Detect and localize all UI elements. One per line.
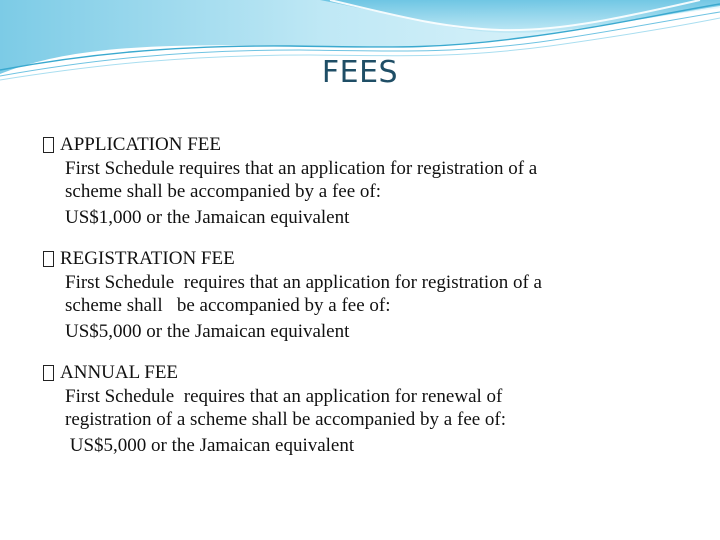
square-bullet-icon bbox=[43, 365, 54, 381]
section-heading-row bbox=[43, 247, 703, 271]
section-heading: APPLICATION FEE bbox=[60, 134, 221, 155]
section-heading-row bbox=[43, 133, 703, 157]
square-bullet-icon bbox=[43, 137, 54, 153]
section-application-fee bbox=[43, 133, 703, 229]
slide-title: FEES bbox=[321, 55, 399, 90]
section-registration-fee bbox=[43, 247, 703, 343]
section-heading: REGISTRATION FEE bbox=[60, 248, 235, 269]
section-heading-row bbox=[43, 361, 703, 385]
section-annual-fee bbox=[43, 361, 703, 457]
square-bullet-icon bbox=[43, 251, 54, 267]
section-description: First Schedule requires that an application for registration of a scheme shall be accompanied by a fee of: bbox=[65, 158, 538, 202]
section-fee-amount: US$5,000 or the Jamaican equivalent bbox=[65, 435, 355, 456]
fee-sections bbox=[43, 133, 703, 475]
section-heading: ANNUAL FEE bbox=[60, 362, 179, 383]
section-fee-amount: US$1,000 or the Jamaican equivalent bbox=[65, 207, 350, 228]
section-description: First Schedule requires that an application for renewal of registration of a scheme shall be accompanied by a fee of: bbox=[65, 386, 507, 430]
section-fee-amount: US$5,000 or the Jamaican equivalent bbox=[65, 321, 350, 342]
section-description: First Schedule requires that an application for registration of a scheme shall be accompanied by a fee of: bbox=[65, 272, 542, 316]
